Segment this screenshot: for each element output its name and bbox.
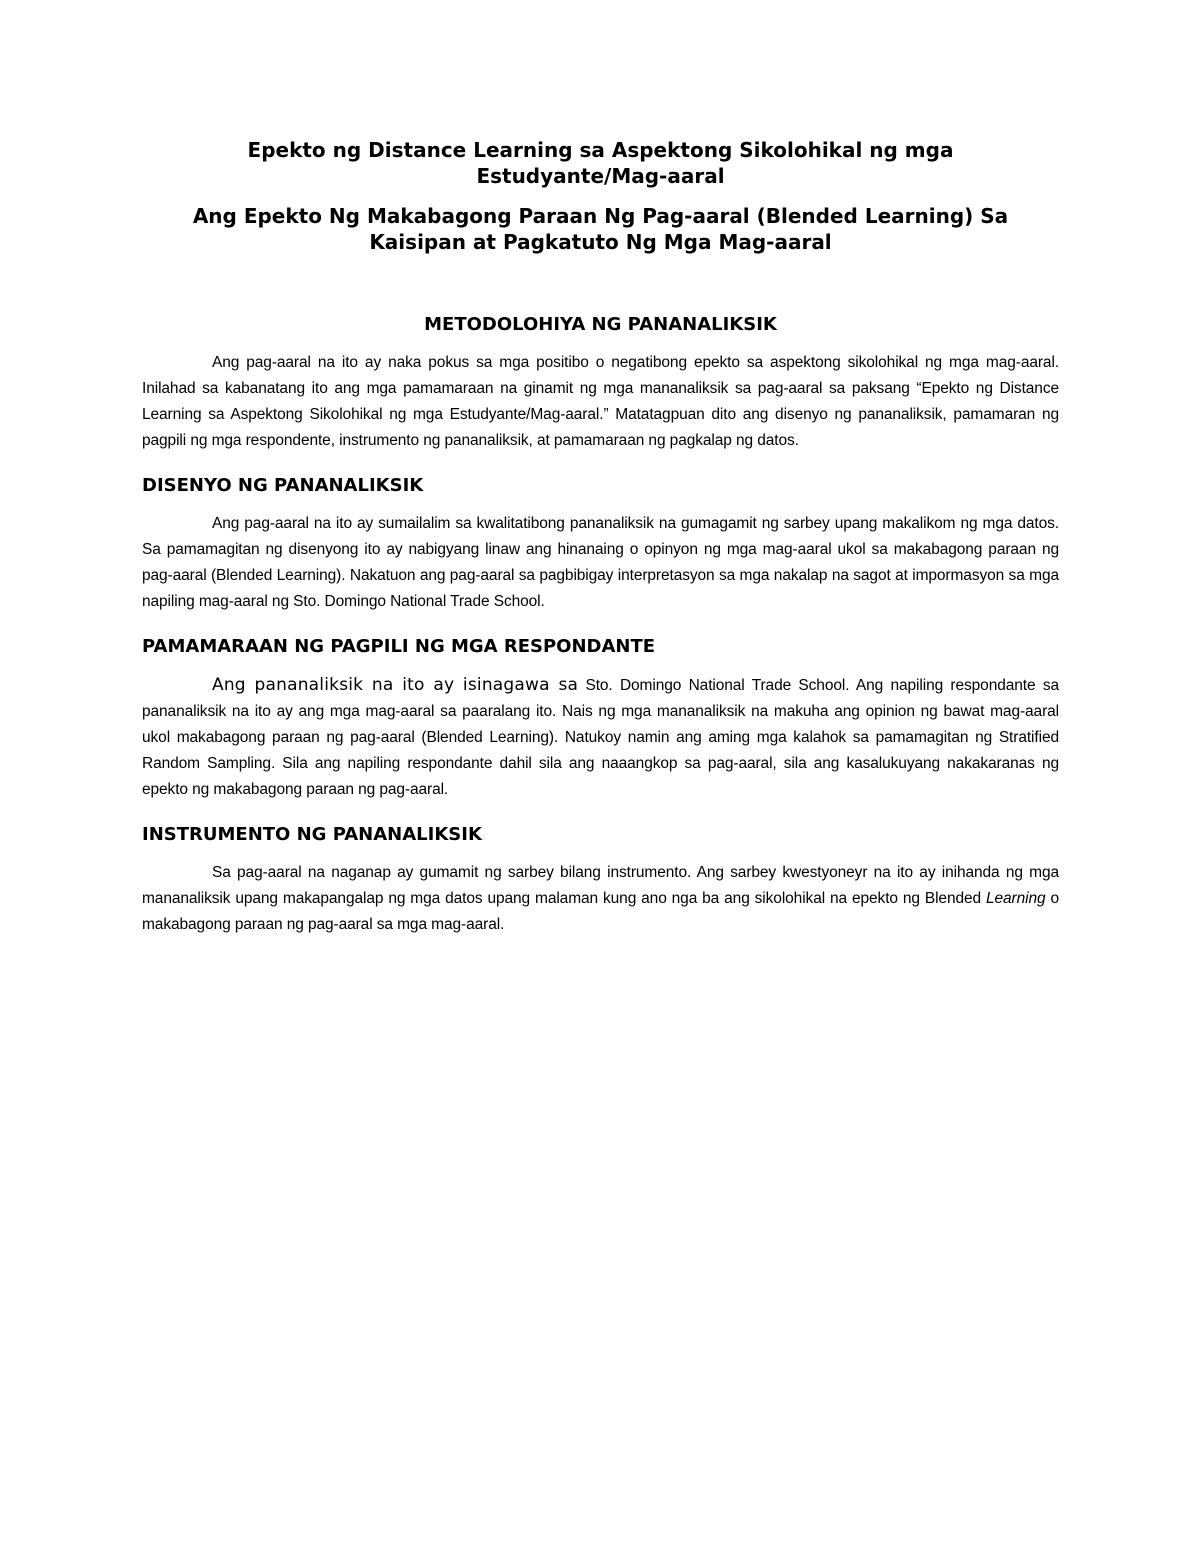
paragraph-pamamaraan <box>142 672 1059 803</box>
paragraph-body-text-2: o makabagong paraan ng pag-aaral sa mga mag-aaral. <box>142 890 1059 933</box>
paragraph-body-text: Sto. Domingo National Trade School. Ang napiling respondante sa pananaliksik na ito ay ang mga mag-aaral sa paaralang ito. Nais ng mga mananaliksik na makuha ang opinion ng bawat mag-aaral ukol makabagong paraan ng pag-aaral (Blended Learning). Natukoy namin ang aming mga kalahok sa pamamagitan ng Stratified Random Sampling. Sila ang napiling respondante dahil sila ang naaangkop sa pag-aaral, sila ang kasalukuyang nakakaranas ng epekto ng makabagong paraan ng pag-aaral. <box>142 677 1059 798</box>
paragraph-disenyo: Ang pag-aaral na ito ay sumailalim sa kwalitatibong pananaliksik na gumagamit ng sarbey upang makalikom ng mga datos. Sa pamamagitan ng disenyong ito ay nabigyang linaw ang hinanaing o opinyon ng mga mag-aaral ukol sa makabagong paraan ng pag-aaral (Blended Learning). Nakatuon ang pag-aaral sa pagbibigay interpretasyon sa mga nakalap na sagot at impormasyon sa mga napiling mag-aaral ng Sto. Domingo National Trade School. <box>142 515 1059 610</box>
paragraph-italic-text: Learning <box>985 890 1046 907</box>
section-heading-disenyo: DISENYO NG PANANALIKSIK <box>142 475 424 496</box>
document-subtitle: Ang Epekto Ng Makabagong Paraan Ng Pag-aaral (Blended Learning) Sa Kaisipan at Pagkatuto Ng Mga Mag-aaral <box>192 204 1009 254</box>
paragraph-body-text-1: Sa pag-aaral na naganap ay gumamit ng sarbey bilang instrumento. Ang sarbey kwestyoneyr na ito ay inihanda ng mga mananaliksik upang makapangalap ng mga datos upang malaman kung ano nga ba ang sikolohikal na epekto ng Blended <box>142 864 1059 907</box>
document-title: Epekto ng Distance Learning sa Aspektong Sikolohikal ng mga Estudyante/Mag-aaral <box>247 138 954 188</box>
document-content <box>142 137 1059 938</box>
paragraph-metodolohiya: Ang pag-aaral na ito ay naka pokus sa mga positibo o negatibong epekto sa aspektong sikolohikal ng mga mag-aaral. Inilahad sa kabanatang ito ang mga pamamaraan na ginamit ng mga mananaliksik sa pag-aaral sa paksang “Epekto ng Distance Learning sa Aspektong Sikolohikal ng mga Estudyante/Mag-aaral.” Matatagpuan dito ang disenyo ng pananaliksik, pamamaran ng pagpili ng mga respondente, instrumento ng pananaliksik, at pamamaraan ng pagkalap ng datos. <box>142 354 1059 449</box>
paragraph-lead-text: Ang pananaliksik na ito ay isinagawa sa <box>212 675 579 695</box>
section-heading-instrumento: INSTRUMENTO NG PANANALIKSIK <box>142 824 482 845</box>
section-heading-metodolohiya: METODOLOHIYA NG PANANALIKSIK <box>424 314 777 335</box>
paragraph-instrumento <box>142 860 1059 938</box>
section-heading-pamamaraan: PAMAMARAAN NG PAGPILI NG MGA RESPONDANTE <box>142 636 656 657</box>
